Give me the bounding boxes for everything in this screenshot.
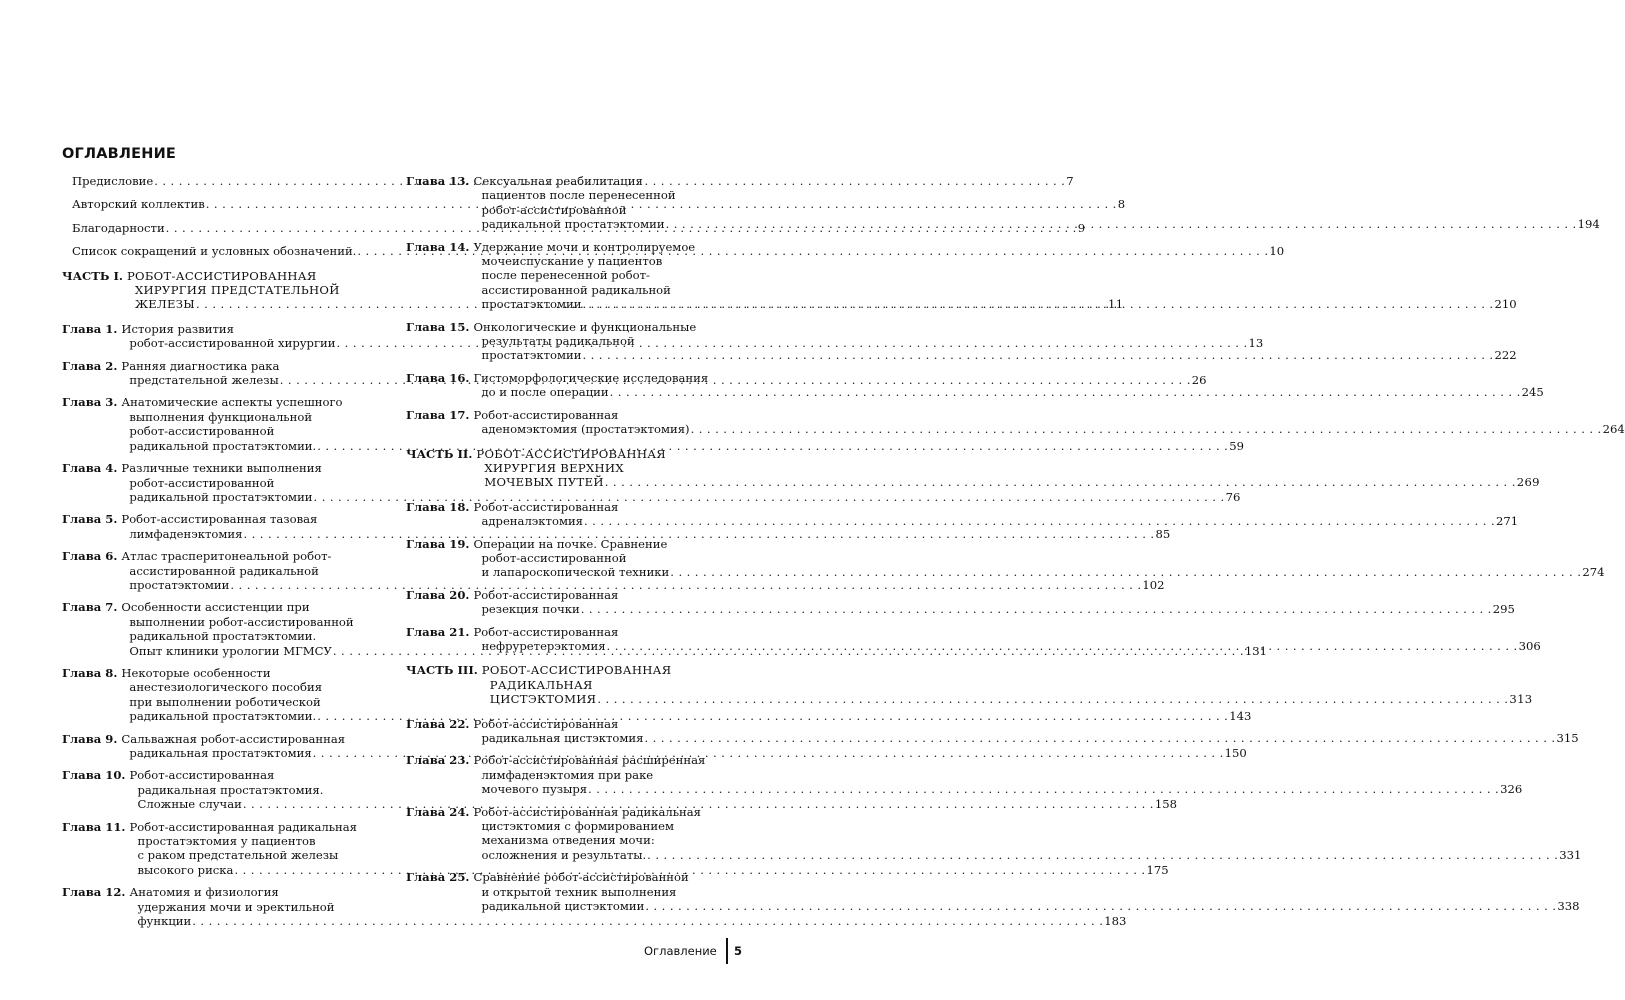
chapter-label: Глава 6. <box>62 549 118 564</box>
title-line: резекция почки <box>481 602 580 617</box>
entry-title <box>473 870 1579 913</box>
dot-leader <box>670 565 1581 579</box>
title-last-line <box>473 514 1518 528</box>
title-line: радикальной простатэктомии. <box>129 629 317 644</box>
page-ref: 331 <box>1559 847 1582 862</box>
toc-chapter-entry <box>406 499 1519 529</box>
entry-title <box>473 320 1516 363</box>
title-line: Различные техники выполнения <box>121 461 322 476</box>
chapter-label: Глава 2. <box>62 358 118 373</box>
title-line: ассистированной радикальной <box>481 282 671 297</box>
chapter-label: Глава 13. <box>406 174 470 188</box>
chapter-label: Глава 7. <box>62 600 118 615</box>
title-line: результаты радикальной <box>481 334 635 349</box>
entry-title <box>473 408 1624 437</box>
title-line: выполнении робот-ассистированной <box>129 614 354 629</box>
title-line: робот-ассистированной <box>129 424 275 439</box>
title-line: ассистированной радикальной <box>129 563 319 578</box>
title-line: и лапароскопической техники <box>481 565 670 580</box>
title-line: анестезиологического пособия <box>129 680 323 695</box>
page-ref: 175 <box>1146 862 1169 877</box>
chapter-label: Глава 11. <box>62 819 126 834</box>
title-last-line <box>473 565 1604 579</box>
chapter-label: Глава 25. <box>406 870 470 885</box>
part-label: ЧАСТЬ II. <box>406 446 473 461</box>
title-line: радикальная простатэктомия. <box>137 782 324 797</box>
footer-divider <box>726 938 728 964</box>
title-line: высокого риска <box>137 862 234 877</box>
title-last-line <box>473 848 1581 862</box>
title-line: История развития <box>121 321 234 336</box>
entry-title <box>473 240 1516 312</box>
page-ref: 306 <box>1518 638 1541 653</box>
page-ref: 26 <box>1191 373 1207 388</box>
page-ref: 150 <box>1224 746 1247 760</box>
page-ref: 222 <box>1494 348 1517 363</box>
page-ref: 295 <box>1492 602 1515 617</box>
page-ref: 274 <box>1582 565 1605 580</box>
title-line: радикальной простатэктомии. <box>129 438 317 453</box>
chapter-label: Глава 16. <box>406 370 470 385</box>
title-line: Опыт клиники урологии МГМСУ <box>129 643 332 658</box>
entry-title <box>473 500 1518 529</box>
page-ref: 158 <box>1154 797 1178 812</box>
toc-chapter-entry <box>406 587 1515 617</box>
page-ref: 313 <box>1509 692 1533 707</box>
page-ref: 264 <box>1602 422 1625 437</box>
title-line: простатэктомия у пациентов <box>137 834 316 849</box>
chapter-label: Глава 8. <box>62 665 118 680</box>
page-ref: 131 <box>1244 643 1268 658</box>
page-ref: 245 <box>1521 385 1544 400</box>
page-ref: 338 <box>1557 899 1580 914</box>
title-line: Сложные случаи <box>137 797 242 812</box>
part-label: ЧАСТЬ III. <box>406 663 478 678</box>
page-ref: 76 <box>1225 489 1241 504</box>
entry-title <box>473 588 1514 617</box>
toc-chapter-entry <box>406 870 1580 914</box>
title-line: радикальной простатэктомии <box>481 217 665 232</box>
title-line: Ранняя диагностика рака <box>121 358 280 373</box>
chapter-label: Глава 4. <box>62 461 118 476</box>
page-ref: 59 <box>1229 438 1245 453</box>
title-line: Робот-ассистированная <box>129 768 275 783</box>
title-line: Сальважная робот-ассистированная <box>121 731 346 746</box>
page-ref: 315 <box>1556 731 1579 745</box>
entry-title <box>482 663 1533 706</box>
chapter-label: Глава 15. <box>406 319 470 334</box>
title-line: радикальной простатэктомии. <box>129 709 317 724</box>
title-line: ЦИСТЭКТОМИЯ <box>489 692 597 707</box>
chapter-label: Глава 17. <box>406 407 470 422</box>
title-line: робот-ассистированной хирургии <box>129 336 336 351</box>
dot-leader <box>666 217 1577 231</box>
dot-leader <box>607 639 1518 653</box>
page-ref: 11 <box>1108 297 1124 312</box>
title-line: Анатомические аспекты успешного <box>121 395 343 410</box>
title-line: с раком предстательной железы <box>137 848 339 863</box>
title-line: Некоторые особенности <box>121 665 271 680</box>
toc-part-entry <box>406 663 1533 707</box>
page-ref: 7 <box>1066 174 1074 188</box>
dot-leader <box>644 731 1555 745</box>
title-line: робот-ассистированной <box>129 475 275 490</box>
title-line: радикальной цистэктомии <box>481 899 645 914</box>
page-ref: 210 <box>1494 297 1517 312</box>
title-line: пациентов после перенесенной <box>481 188 676 203</box>
title-line: простатэктомии <box>129 577 230 592</box>
title-last-line <box>473 422 1624 436</box>
title-line: РОБОТ-АССИСТИРОВАННАЯ <box>126 268 317 283</box>
title-line: простатэктомии <box>481 297 582 312</box>
title-line: удержания мочи и эректильной <box>137 899 335 914</box>
title-line: Удержание мочи и контролируемое <box>473 239 696 254</box>
page-ref: 326 <box>1500 782 1523 797</box>
entry-title <box>473 717 1578 746</box>
chapter-label: Глава 5. <box>62 512 118 527</box>
page-ref: 8 <box>1117 197 1126 212</box>
title-line: робот-ассистированной <box>481 550 627 565</box>
page-ref: 143 <box>1229 709 1252 724</box>
chapter-label: Глава 18. <box>406 499 470 514</box>
title-line: Атлас трасперитонеальной робот- <box>121 549 332 564</box>
title-line: Авторский коллектив <box>72 197 205 212</box>
title-line: РАДИКАЛЬНАЯ <box>489 677 593 692</box>
title-line: до и после операции <box>481 385 609 400</box>
title-line: робот-ассистированной <box>481 202 627 217</box>
page-ref: 13 <box>1248 336 1264 351</box>
page-ref: 194 <box>1577 217 1600 232</box>
title-line: Робот-ассистированная <box>473 587 619 602</box>
title-last-line <box>473 385 1543 399</box>
title-line: Особенности ассистенции при <box>121 600 310 615</box>
entry-title <box>473 537 1604 580</box>
dot-leader <box>645 899 1556 913</box>
chapter-label: Глава 23. <box>406 753 470 768</box>
page-ref: 10 <box>1269 244 1285 259</box>
title-line: РОБОТ-АССИСТИРОВАННАЯ <box>481 663 672 678</box>
entry-title <box>473 805 1581 863</box>
part-label: ЧАСТЬ I. <box>62 268 123 283</box>
title-last-line <box>473 731 1578 745</box>
chapter-label: Глава 21. <box>406 624 470 639</box>
title-last-line <box>473 899 1579 913</box>
title-line: мочевого пузыря <box>481 782 588 797</box>
page-ref: 183 <box>1104 914 1127 929</box>
page-number: 5 <box>734 944 743 958</box>
chapter-label: Глава 9. <box>62 731 118 746</box>
title-line: Робот-ассистированная радикальная <box>473 804 701 819</box>
title-line: РОБОТ-АССИСТИРОВАННАЯ <box>476 446 666 461</box>
title-line: радикальная цистэктомия <box>481 731 644 745</box>
entry-title <box>473 371 1543 400</box>
dot-leader <box>582 297 1493 311</box>
chapter-label: Глава 20. <box>406 587 470 602</box>
title-last-line <box>473 602 1514 616</box>
title-line: аденомэктомия (простатэктомия) <box>481 422 690 437</box>
title-last-line <box>473 639 1540 653</box>
chapter-label: Глава 1. <box>62 321 118 336</box>
dot-leader <box>588 782 1499 796</box>
chapter-label: Глава 19. <box>406 536 470 551</box>
dot-leader <box>584 514 1495 528</box>
title-line: выполнения функциональной <box>129 409 313 424</box>
title-last-line <box>482 692 1533 706</box>
page-title: ОГЛАВЛЕНИЕ <box>62 146 177 162</box>
toc-chapter-entry <box>406 174 1600 232</box>
entry-title <box>476 447 1539 490</box>
entry-title <box>473 625 1540 654</box>
chapter-label: Глава 12. <box>62 885 126 900</box>
title-line: нефруретерэктомия <box>481 638 606 653</box>
title-line: ХИРУРГИЯ ВЕРХНИХ <box>484 460 624 475</box>
title-line: мочеиспускание у пациентов <box>481 254 663 269</box>
title-last-line <box>473 348 1516 362</box>
toc-part-entry <box>406 446 1540 490</box>
title-line: Робот-ассистированная расширенная <box>473 753 706 768</box>
chapter-label: Глава 24. <box>406 804 470 819</box>
title-line: Список сокращений и условных обозначений. <box>72 244 357 259</box>
title-line: Анатомия и физиология <box>129 885 279 900</box>
title-line: Робот-ассистированная <box>473 499 619 514</box>
title-line: осложнения и результаты. <box>481 847 647 862</box>
toc-chapter-entry <box>406 536 1605 580</box>
title-line: Сравнение робот-ассистированной <box>473 870 689 885</box>
toc-chapter-entry <box>406 407 1625 437</box>
title-last-line <box>476 475 1539 489</box>
title-last-line <box>473 217 1599 231</box>
title-line: Робот-ассистированная радикальная <box>129 819 357 834</box>
title-line: после перенесенной робот- <box>481 268 650 283</box>
dot-leader <box>597 692 1508 706</box>
chapter-label: Глава 10. <box>62 768 126 783</box>
title-line: механизма отведения мочи: <box>481 833 655 848</box>
title-line: цистэктомия с формированием <box>481 819 675 834</box>
title-line: Робот-ассистированная <box>473 624 619 639</box>
title-line: Благодарности <box>72 220 165 235</box>
chapter-label: Глава 22. <box>406 716 470 731</box>
title-line: при выполнении роботической <box>129 694 321 709</box>
title-line: Робот-ассистированная тазовая <box>121 512 318 527</box>
title-line: Операции на почке. Сравнение <box>473 536 668 551</box>
title-line: лимфаденэктомия при раке <box>481 767 654 782</box>
title-line: Сексуальная реабилитация <box>473 174 643 188</box>
title-line: ЖЕЛЕЗЫ <box>134 297 196 312</box>
title-line: лимфаденэктомия <box>129 526 243 541</box>
dot-leader <box>647 848 1558 862</box>
dot-leader <box>582 348 1493 362</box>
title-line: Онкологические и функциональные <box>473 319 697 334</box>
title-line: Гистоморфологические исследования <box>473 370 709 385</box>
title-line: предстательной железы <box>129 373 279 388</box>
chapter-label: Глава 14. <box>406 239 470 254</box>
title-line: простатэктомии <box>481 348 582 363</box>
entry-title <box>473 753 1522 796</box>
title-line: и открытой техник выполнения <box>481 884 677 899</box>
title-line: Предисловие <box>72 174 154 188</box>
title-line: МОЧЕВЫХ ПУТЕЙ <box>484 475 604 490</box>
page-ref: 85 <box>1155 526 1171 541</box>
title-line: радикальная простатэктомия <box>129 746 312 760</box>
title-line: радикальной простатэктомии <box>129 489 313 504</box>
title-line: Робот-ассистированная <box>473 716 619 731</box>
page-ref: 269 <box>1516 475 1540 490</box>
title-line: ХИРУРГИЯ ПРЕДСТАТЕЛЬНОЙ <box>134 283 340 298</box>
dot-leader <box>605 475 1516 489</box>
page-ref: 271 <box>1496 514 1519 529</box>
dot-leader <box>691 422 1602 436</box>
page-ref: 9 <box>1077 220 1086 235</box>
title-line: адреналэктомия <box>481 514 583 529</box>
chapter-label: Глава 3. <box>62 395 118 410</box>
dot-leader <box>610 385 1521 399</box>
title-line: Робот-ассистированная <box>473 407 619 422</box>
title-line: функции <box>137 914 192 929</box>
footer-section-label: Оглавление <box>644 944 717 958</box>
entry-title <box>473 174 1599 232</box>
title-last-line <box>473 297 1516 311</box>
page-ref: 102 <box>1142 577 1165 592</box>
title-last-line <box>473 782 1522 796</box>
dot-leader <box>581 602 1492 616</box>
